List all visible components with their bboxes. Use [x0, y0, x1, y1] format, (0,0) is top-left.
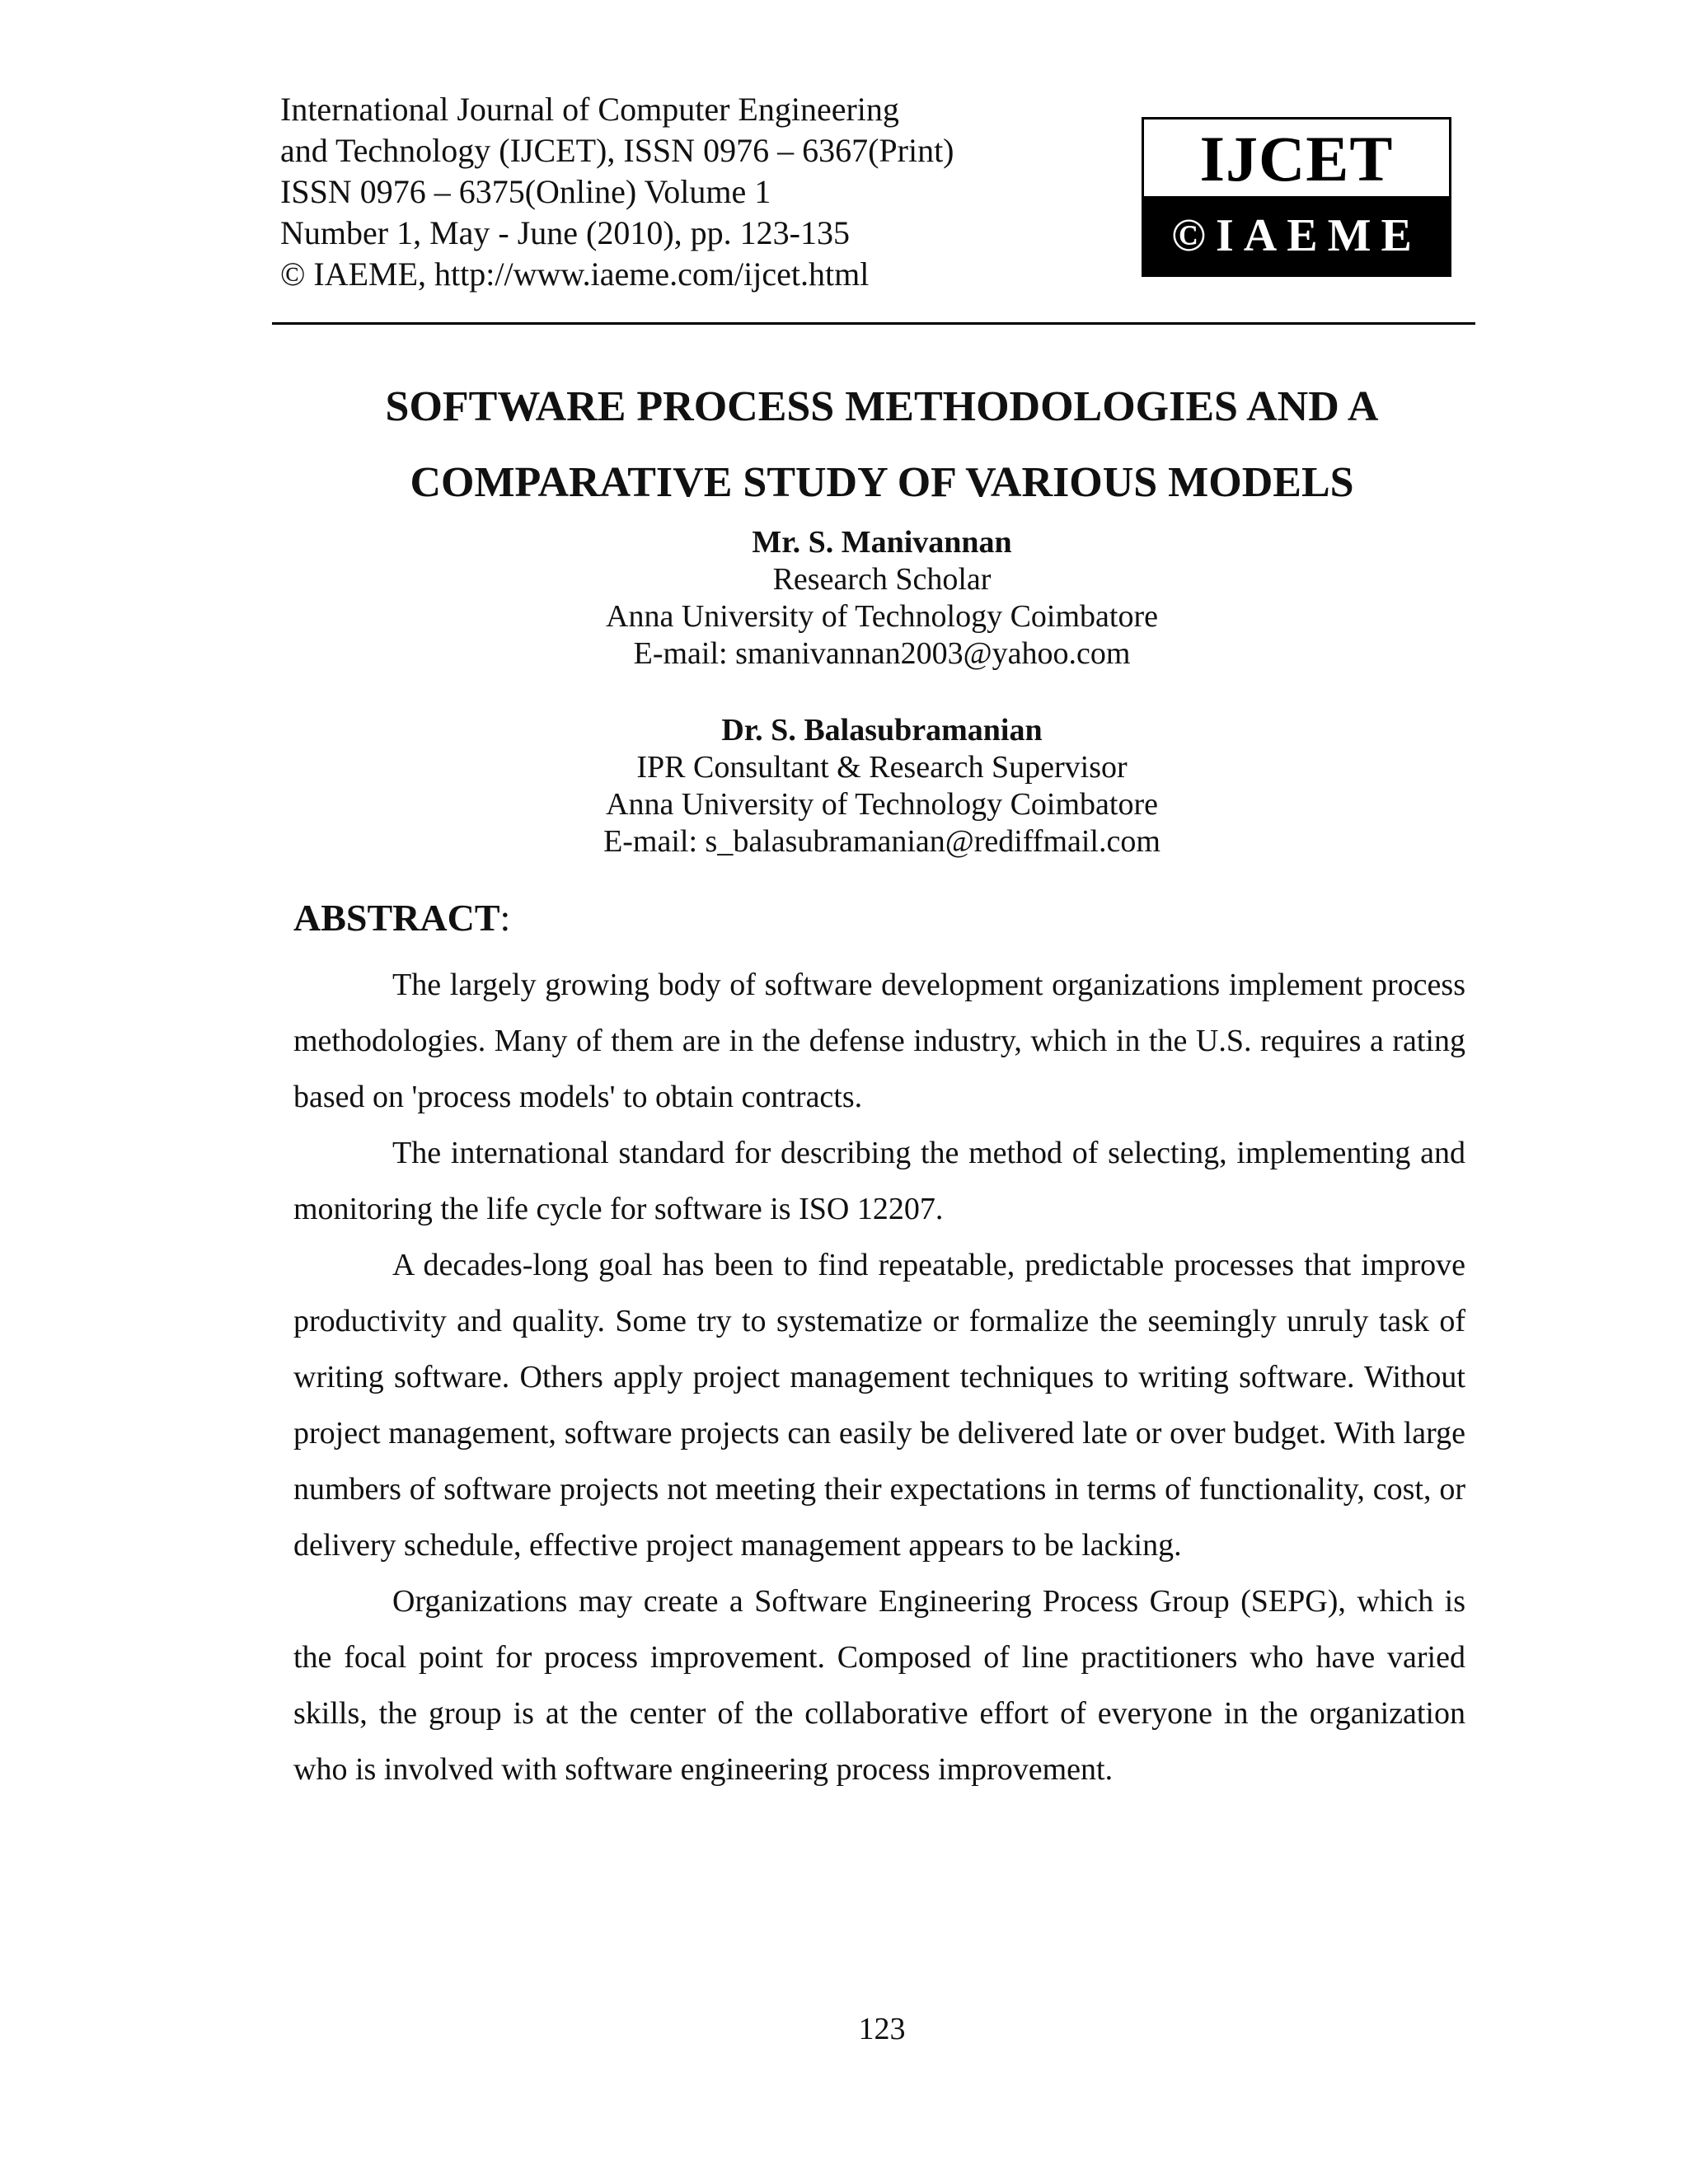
title-line: SOFTWARE PROCESS METHODOLOGIES AND A — [385, 383, 1379, 430]
abstract-paragraph: Organizations may create a Software Engineering Process Group (SEPG), which is the focal point for process improvement. Composed of line practitioners who have varied skills, the group is at the center of the collaborative effort of everyone in the organization who is involved with software engineering process improvement. — [293, 1584, 1465, 1787]
abstract-paragraph: A decades-long goal has been to find repeatable, predictable processes that improve productivity and quality. Some try to systematize or formalize the seemingly unruly task of writing software. Others apply project management techniques to writing software. Without project management, software projects can easily be delivered late or over budget. With large numbers of software projects not meeting their expectations in terms of functionality, cost, or delivery schedule, effective project management appears to be lacking. — [293, 1248, 1465, 1563]
abstract-heading — [293, 893, 510, 943]
author-role: Research Scholar — [772, 562, 992, 597]
journal-line: © IAEME, http://www.iaeme.com/ijcet.html — [280, 255, 870, 293]
abstract-paragraph: The largely growing body of software development organizations implement process methodologies. Many of them are in the defense industry, which in the U.S. requires a rating based on 'process models' to obtain contracts. — [293, 968, 1465, 1114]
journal-logo — [1142, 117, 1451, 277]
page-number: 123 — [858, 2012, 906, 2046]
author-role: IPR Consultant & Research Supervisor — [636, 750, 1128, 785]
abstract-heading-text: ABSTRACT — [293, 897, 500, 939]
journal-line: ISSN 0976 – 6375(Online) Volume 1 — [280, 173, 771, 210]
paper-title — [280, 369, 1484, 521]
journal-line: International Journal of Computer Engineering — [280, 91, 899, 128]
author-email: E-mail: smanivannan2003@yahoo.com — [633, 636, 1131, 671]
author-name: Mr. S. Manivannan — [752, 525, 1012, 560]
title-line: COMPARATIVE STUDY OF VARIOUS MODELS — [410, 459, 1354, 506]
journal-line: Number 1, May - June (2010), pp. 123-135 — [280, 214, 850, 251]
author-name: Dr. S. Balasubramanian — [721, 713, 1043, 748]
abstract-body — [293, 957, 1465, 1797]
abstract-paragraph: The international standard for describing the method of selecting, implementing and monitoring the life cycle for software is ISO 12207. — [293, 1136, 1465, 1226]
author-affiliation: Anna University of Technology Coimbatore — [606, 787, 1158, 822]
logo-title: IJCET — [1144, 120, 1449, 199]
logo-publisher: ©IAEME — [1144, 196, 1449, 274]
author-block — [280, 524, 1484, 673]
header-divider — [272, 322, 1475, 325]
author-affiliation: Anna University of Technology Coimbatore — [606, 599, 1158, 634]
journal-line: and Technology (IJCET), ISSN 0976 – 6367(Print) — [280, 132, 954, 169]
author-email: E-mail: s_balasubramanian@rediffmail.com — [603, 824, 1160, 859]
abstract-heading-colon: : — [499, 897, 511, 939]
author-block — [280, 712, 1484, 860]
journal-citation — [280, 89, 1055, 295]
